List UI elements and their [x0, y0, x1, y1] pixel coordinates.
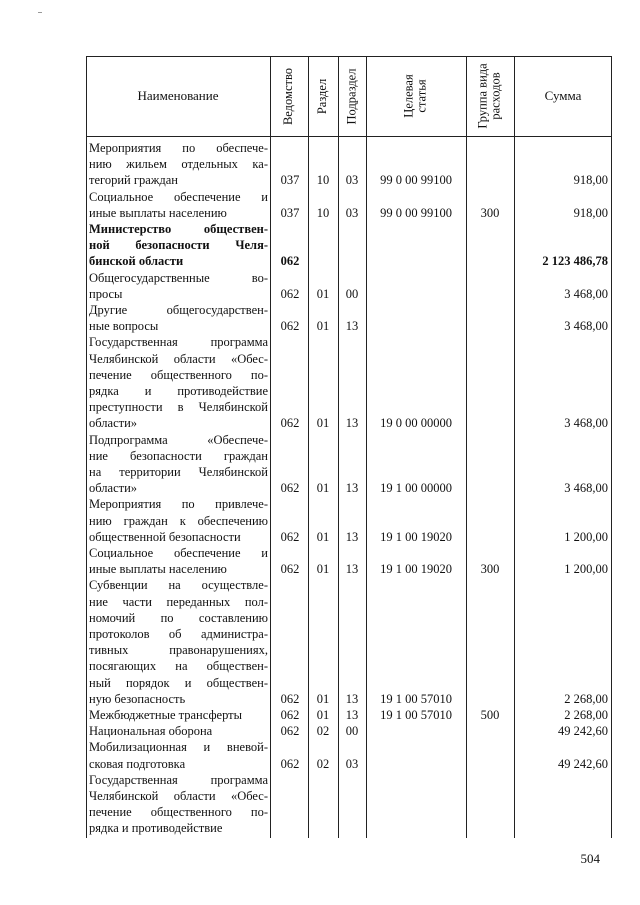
table-row	[86, 577, 612, 707]
row-name-line: области»	[89, 416, 138, 431]
row-vedomstvo: 062	[280, 562, 300, 577]
row-vedomstvo: 062	[280, 691, 300, 706]
row-name-line: сковая подготовка	[89, 756, 186, 771]
row-name-line: посягающих на обществен-	[89, 659, 268, 674]
row-name	[89, 545, 268, 577]
row-target-article: 19 1 00 57010	[380, 691, 452, 706]
row-name-line: Социальное обеспечение и	[89, 546, 268, 560]
row-name	[89, 140, 268, 189]
row-name-line: просы	[89, 286, 123, 301]
row-name	[89, 723, 268, 739]
row-name-line: иные выплаты населению	[89, 562, 227, 577]
row-target-article: 19 0 00 00000	[380, 416, 452, 431]
row-vedomstvo: 062	[280, 416, 300, 431]
row-target-article: 19 1 00 00000	[380, 481, 452, 496]
row-name-line: Челябинской области «Обес-	[89, 789, 268, 803]
row-podrazdel: 13	[345, 319, 359, 334]
row-name-line: Челябинской области «Обес-	[89, 351, 268, 366]
row-name	[89, 221, 268, 270]
page-number: 504	[580, 851, 600, 866]
row-vedomstvo: 062	[280, 724, 300, 739]
row-name	[89, 334, 268, 431]
row-name-line: Министерство обществен-	[89, 222, 268, 236]
row-podrazdel: 03	[345, 205, 359, 220]
row-razdel: 10	[316, 173, 330, 188]
row-vedomstvo: 062	[280, 708, 300, 722]
row-name-line: бинской области	[89, 254, 184, 269]
row-name	[89, 707, 268, 723]
row-razdel: 02	[316, 724, 330, 739]
row-name-line: ные вопросы	[89, 319, 159, 334]
row-name-line: Общегосударственные во-	[89, 270, 268, 285]
row-name-line: печение общественного по-	[89, 367, 268, 382]
row-name-line: Подпрограмма «Обеспече-	[89, 432, 268, 447]
row-sum: 2 268,00	[564, 691, 608, 706]
row-podrazdel: 00	[345, 286, 359, 301]
table-row	[86, 432, 612, 497]
row-name-line: нию жильем отдельных ка-	[89, 157, 268, 172]
row-podrazdel: 13	[345, 562, 359, 577]
row-vedomstvo: 062	[280, 481, 300, 496]
row-podrazdel: 13	[345, 481, 359, 496]
header-razdel	[308, 56, 338, 136]
row-name-line: Национальная оборона	[89, 724, 213, 739]
row-sum: 2 123 486,78	[542, 254, 608, 269]
row-razdel: 01	[316, 481, 330, 496]
row-podrazdel: 03	[345, 756, 359, 771]
row-name-line: ную безопасность	[89, 691, 186, 706]
row-podrazdel: 13	[345, 416, 359, 431]
row-name-line: тегорий граждан	[89, 173, 178, 188]
table-row	[86, 140, 612, 189]
header-target-line1: Целевая	[402, 74, 416, 118]
row-name-line: Межбюджетные трансферты	[89, 708, 243, 722]
table-row	[86, 739, 612, 771]
row-name-line: Государственная программа	[89, 772, 268, 787]
table-row	[86, 334, 612, 431]
table-row	[86, 496, 612, 545]
row-name-line: печение общественного по-	[89, 805, 268, 820]
row-name	[89, 739, 268, 771]
scan-mark	[38, 12, 42, 13]
row-sum: 49 242,60	[558, 724, 608, 739]
row-razdel: 01	[316, 529, 330, 544]
row-name-line: общественной безопасности	[89, 529, 241, 544]
row-target-article: 99 0 00 99100	[380, 173, 452, 188]
header-group-label	[477, 63, 503, 128]
row-name-line: Социальное обеспечение и	[89, 189, 268, 204]
row-target-article: 99 0 00 99100	[380, 205, 452, 220]
header-expense-group	[466, 56, 514, 136]
row-expense-group: 300	[480, 205, 500, 220]
row-name-line: Мероприятия по привлече-	[89, 497, 268, 512]
row-vedomstvo: 062	[280, 529, 300, 544]
row-sum: 3 468,00	[564, 481, 608, 496]
table-row	[86, 707, 612, 723]
row-name-line: номочий по составлению	[89, 610, 268, 625]
header-razdel-label: Раздел	[315, 78, 330, 114]
row-razdel: 01	[316, 286, 330, 301]
row-name-line: протоколов об администра-	[89, 627, 268, 641]
row-sum: 918,00	[573, 205, 608, 220]
row-sum: 3 468,00	[564, 319, 608, 334]
table-row	[86, 189, 612, 221]
row-vedomstvo: 062	[280, 286, 300, 301]
row-podrazdel: 00	[345, 724, 359, 739]
row-sum: 1 200,00	[564, 562, 608, 577]
row-name	[89, 270, 268, 302]
table-row	[86, 270, 612, 302]
row-name-line: Мероприятия по обеспече-	[89, 141, 268, 155]
row-name-line: нию граждан к обеспечению	[89, 513, 268, 528]
header-target-article	[366, 56, 466, 136]
table-row	[86, 221, 612, 270]
row-name-line: иные выплаты населению	[89, 205, 227, 220]
header-target-label	[403, 74, 429, 117]
table-row	[86, 302, 612, 334]
budget-table	[86, 56, 612, 838]
row-razdel: 01	[316, 416, 330, 431]
row-name-line: преступности в Челябинской	[89, 400, 268, 415]
row-sum: 49 242,60	[558, 756, 608, 771]
row-name	[89, 577, 268, 707]
row-sum: 1 200,00	[564, 529, 608, 544]
row-razdel: 01	[316, 708, 330, 722]
row-vedomstvo: 037	[280, 205, 300, 220]
header-target-line2: статья	[415, 79, 429, 113]
header-podrazdel	[338, 56, 366, 136]
row-name-line: тивных правонарушениях,	[89, 643, 268, 658]
table-row	[86, 772, 612, 837]
row-vedomstvo: 062	[280, 319, 300, 334]
row-name-line: Другие общегосударствен-	[89, 303, 268, 317]
row-expense-group: 500	[480, 708, 500, 722]
row-razdel: 02	[316, 756, 330, 771]
header-sum: Сумма	[544, 88, 582, 103]
table-row	[86, 545, 612, 577]
row-razdel: 10	[316, 205, 330, 220]
header-bottom-border	[86, 136, 612, 137]
row-name-line: ной безопасности Челя-	[89, 238, 268, 253]
row-name-line: рядка и противодействие	[89, 384, 268, 398]
row-name-line: Субвенции на осуществле-	[89, 578, 268, 593]
row-name-line: рядка и противодействие	[89, 821, 223, 836]
row-razdel: 01	[316, 691, 330, 706]
row-sum: 2 268,00	[564, 708, 608, 722]
row-sum: 3 468,00	[564, 286, 608, 301]
row-podrazdel: 13	[345, 529, 359, 544]
header-podrazdel-label: Подраздел	[344, 68, 359, 124]
header-name: Наименование	[137, 88, 219, 103]
row-razdel: 01	[316, 562, 330, 577]
row-target-article: 19 1 00 57010	[380, 708, 452, 722]
row-name-line: области»	[89, 481, 138, 496]
row-name-line: ный порядок и обществен-	[89, 675, 268, 690]
table-row	[86, 723, 612, 739]
row-name-line: Государственная программа	[89, 335, 268, 350]
row-sum: 3 468,00	[564, 416, 608, 431]
row-target-article: 19 1 00 19020	[380, 529, 452, 544]
row-vedomstvo: 037	[280, 173, 300, 188]
row-sum: 918,00	[573, 173, 608, 188]
row-name-line: ние безопасности граждан	[89, 448, 268, 463]
row-vedomstvo: 062	[280, 254, 300, 269]
header-group-line2: расходов	[489, 72, 504, 120]
row-name	[89, 432, 268, 497]
row-name-line: на территории Челябинской	[89, 465, 268, 479]
row-name	[89, 496, 268, 545]
row-name	[89, 189, 268, 221]
row-vedomstvo: 062	[280, 756, 300, 771]
row-expense-group: 300	[480, 562, 500, 577]
row-razdel: 01	[316, 319, 330, 334]
row-name	[89, 302, 268, 334]
row-name-line: ние части переданных пол-	[89, 594, 268, 609]
row-name	[89, 772, 268, 837]
row-name-line: Мобилизационная и вневой-	[89, 740, 268, 755]
row-podrazdel: 13	[345, 708, 359, 722]
row-target-article: 19 1 00 19020	[380, 562, 452, 577]
header-vedomstvo	[270, 56, 308, 136]
header-group-line1: Группа вида	[476, 63, 491, 129]
header-vedomstvo-label: Ведомство	[281, 67, 296, 125]
row-podrazdel: 03	[345, 173, 359, 188]
row-podrazdel: 13	[345, 691, 359, 706]
